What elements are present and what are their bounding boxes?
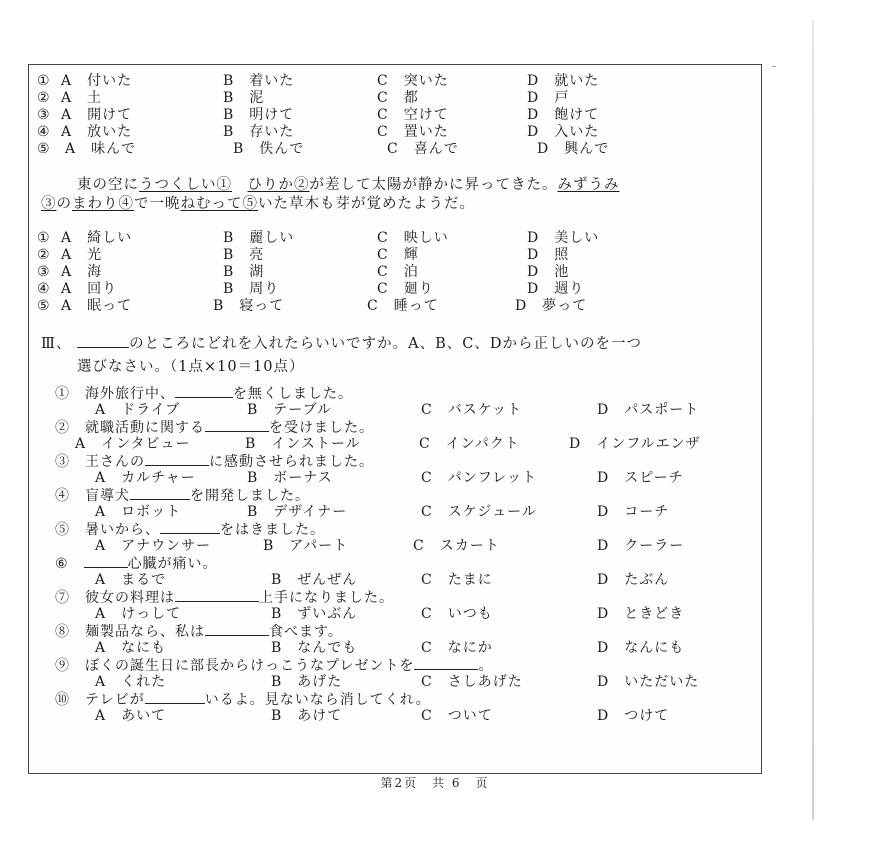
option-a: A 回り bbox=[61, 281, 118, 297]
question-text: を無くしました。 bbox=[233, 386, 353, 402]
question-number: ⑩ bbox=[55, 692, 70, 708]
question-stem bbox=[55, 589, 394, 606]
question-number: ⑧ bbox=[55, 624, 70, 640]
option-number: ④ bbox=[37, 281, 51, 297]
option-d: D 照 bbox=[527, 247, 570, 263]
question-stem bbox=[55, 623, 343, 640]
option-a: A まるで bbox=[95, 572, 166, 588]
instruction-text: のところにどれを入れたらいいですか。A、B、C、Dから正しいのを一つ bbox=[129, 336, 642, 352]
passage-text: が差して太陽が静かに昇ってきた。 bbox=[309, 177, 558, 193]
option-d: D 美しい bbox=[527, 230, 600, 246]
answer-blank bbox=[175, 385, 233, 398]
option-d: D 池 bbox=[527, 264, 570, 280]
answer-blank bbox=[145, 453, 209, 466]
option-b: B ぜんぜん bbox=[271, 572, 358, 588]
option-c: C さしあげた bbox=[421, 674, 523, 690]
option-b: B 亮 bbox=[223, 247, 265, 263]
option-number: ② bbox=[37, 247, 51, 263]
option-b: B なんでも bbox=[271, 640, 358, 656]
option-a: A 味んで bbox=[65, 141, 137, 157]
passage-line-1 bbox=[77, 177, 620, 194]
option-c: C バスケット bbox=[421, 402, 523, 418]
option-number: ⑤ bbox=[37, 141, 51, 157]
option-number: ① bbox=[37, 230, 51, 246]
option-d: D たぶん bbox=[597, 572, 670, 588]
option-number: ④ bbox=[37, 124, 51, 140]
option-a: A カルチャー bbox=[95, 470, 196, 486]
option-c: C 映しい bbox=[377, 230, 449, 246]
option-number: ③ bbox=[37, 264, 51, 280]
question-number: ④ bbox=[55, 488, 70, 504]
passage-line-2 bbox=[41, 196, 475, 213]
answer-blank bbox=[160, 521, 220, 534]
question-text: いるよ。見ないなら消してくれ。 bbox=[204, 692, 431, 708]
option-b: B あけて bbox=[271, 708, 343, 724]
option-c: C パンフレット bbox=[421, 470, 538, 486]
question-number: ⑨ bbox=[55, 658, 70, 674]
option-c: C なにか bbox=[421, 640, 493, 656]
option-d: D スピーチ bbox=[597, 470, 684, 486]
option-c: C 睡って bbox=[367, 298, 439, 314]
question-number: ② bbox=[55, 420, 70, 436]
option-c: C スカート bbox=[413, 538, 500, 554]
option-a: A 放いた bbox=[61, 124, 133, 140]
question-text: 王さんの bbox=[85, 454, 145, 470]
option-a: A アナウンサー bbox=[95, 538, 212, 554]
option-a: A 綺しい bbox=[61, 230, 133, 246]
passage-underlined: ねむって⑤ bbox=[180, 196, 258, 212]
option-b: B 明けて bbox=[223, 107, 295, 123]
question-text: を受けました。 bbox=[269, 420, 374, 436]
page-edge-shadow bbox=[812, 20, 814, 820]
passage-text bbox=[232, 177, 248, 193]
option-number: ① bbox=[37, 73, 51, 89]
option-c: C 喜んで bbox=[387, 141, 459, 157]
option-b: B 泥 bbox=[223, 90, 265, 106]
option-b: B デザイナー bbox=[247, 504, 348, 520]
option-a: A けっして bbox=[95, 606, 182, 622]
option-c: C いつも bbox=[421, 606, 493, 622]
option-a: A 土 bbox=[61, 90, 103, 106]
answer-blank bbox=[205, 623, 269, 636]
option-b: B 麗しい bbox=[223, 230, 295, 246]
option-d: D インフルエンザ bbox=[569, 436, 701, 452]
option-b: B テーブル bbox=[247, 402, 333, 418]
option-a: A インタビュー bbox=[75, 436, 191, 452]
question-number: ① bbox=[55, 386, 70, 402]
question-stem bbox=[55, 453, 374, 470]
option-a: A あいて bbox=[95, 708, 167, 724]
question-text: 彼女の料理は bbox=[85, 590, 175, 606]
question-stem bbox=[55, 487, 310, 504]
option-c: C 泊 bbox=[377, 264, 419, 280]
option-d: D つけて bbox=[597, 708, 670, 724]
section-3-instruction-2 bbox=[77, 359, 305, 376]
option-a: A 光 bbox=[61, 247, 103, 263]
question-text: 盲導犬 bbox=[85, 488, 130, 504]
option-b: B 湖 bbox=[223, 264, 265, 280]
option-c: C 置いた bbox=[377, 124, 449, 140]
option-a: A 眠って bbox=[61, 298, 133, 314]
question-number: ⑥ bbox=[55, 556, 69, 572]
option-c: C たまに bbox=[421, 572, 493, 588]
question-number: ③ bbox=[55, 454, 70, 470]
option-c: C インパクト bbox=[419, 436, 520, 452]
question-text: を開発しました。 bbox=[190, 488, 310, 504]
option-d: D 就いた bbox=[527, 73, 600, 89]
option-b: B ボーナス bbox=[247, 470, 333, 486]
option-b: B あげた bbox=[271, 674, 343, 690]
question-text: 食べます。 bbox=[269, 624, 343, 640]
option-number: ③ bbox=[37, 107, 51, 123]
passage-underlined: ひりか② bbox=[247, 177, 310, 193]
question-stem bbox=[55, 657, 493, 674]
option-b: B 寝って bbox=[213, 298, 285, 314]
option-b: B インストール bbox=[245, 436, 361, 452]
option-d: D 飽けて bbox=[527, 107, 600, 123]
option-d: D ときどき bbox=[597, 606, 685, 622]
option-b: B 周り bbox=[223, 281, 280, 297]
answer-blank bbox=[414, 657, 478, 670]
passage-text: で一晩 bbox=[134, 196, 181, 212]
question-text: 上手になりました。 bbox=[259, 590, 394, 606]
option-a: A ロボット bbox=[95, 504, 182, 520]
instruction-text: 選びなさい。（1点×10＝10点） bbox=[77, 359, 305, 375]
option-c: C 輝 bbox=[377, 247, 419, 263]
scan-speck bbox=[772, 66, 776, 67]
question-text: 心臓が痛い。 bbox=[127, 556, 218, 572]
question-text: に感動させられました。 bbox=[209, 454, 374, 470]
option-a: A ドライブ bbox=[95, 402, 181, 418]
passage-text: 東の空に bbox=[77, 177, 139, 193]
question-stem bbox=[55, 555, 218, 572]
option-d: D 週り bbox=[527, 281, 585, 297]
option-a: A 付いた bbox=[61, 73, 133, 89]
option-d: D 戸 bbox=[527, 90, 570, 106]
option-c: C 都 bbox=[377, 90, 419, 106]
question-number: ⑤ bbox=[55, 522, 70, 538]
passage-text: いた草木も芽が覚めたようだ。 bbox=[258, 196, 475, 212]
option-number: ② bbox=[37, 90, 51, 106]
section-numeral: Ⅲ、 bbox=[41, 336, 72, 352]
question-stem bbox=[55, 691, 431, 708]
question-text: 。 bbox=[478, 658, 494, 674]
option-c: C ついて bbox=[421, 708, 493, 724]
question-text: 暑いから、 bbox=[85, 522, 160, 538]
answer-blank bbox=[145, 691, 205, 704]
option-d: D 入いた bbox=[527, 124, 600, 140]
question-stem bbox=[55, 385, 353, 402]
question-text: 就職活動に関する bbox=[85, 420, 205, 436]
option-c: C 廻り bbox=[377, 281, 434, 297]
answer-blank bbox=[205, 419, 269, 432]
option-d: D 夢って bbox=[515, 298, 588, 314]
option-b: B アパート bbox=[263, 538, 349, 554]
answer-blank bbox=[175, 589, 259, 602]
question-text: 海外旅行中、 bbox=[85, 386, 175, 402]
option-d: D コーチ bbox=[597, 504, 670, 520]
option-a: A なにも bbox=[95, 640, 167, 656]
question-text: 麺製品なら、私は bbox=[85, 624, 205, 640]
option-d: D 興んで bbox=[537, 141, 610, 157]
passage-underlined: うつくしい① bbox=[139, 177, 232, 193]
option-b: B ずいぶん bbox=[271, 606, 358, 622]
answer-blank bbox=[130, 487, 190, 500]
passage-text: の bbox=[56, 196, 72, 212]
answer-blank bbox=[84, 555, 128, 568]
option-a: A 開けて bbox=[61, 107, 133, 123]
option-a: A くれた bbox=[95, 674, 167, 690]
answer-blank bbox=[77, 335, 129, 348]
question-text: ぼくの誕生日に部長からけっこうなプレゼントを bbox=[85, 658, 415, 674]
option-c: C 空けて bbox=[377, 107, 449, 123]
passage-underlined: ③ bbox=[41, 196, 57, 212]
option-d: D いただいた bbox=[597, 674, 700, 690]
option-b: B 存いた bbox=[223, 124, 295, 140]
option-number: ⑤ bbox=[37, 298, 51, 314]
option-d: D なんにも bbox=[597, 640, 685, 656]
option-b: B 着いた bbox=[223, 73, 295, 89]
option-c: C スケジュール bbox=[421, 504, 537, 520]
option-d: D パスポート bbox=[597, 402, 700, 418]
passage-underlined: まわり④ bbox=[72, 196, 134, 212]
question-stem bbox=[55, 521, 325, 538]
question-stem bbox=[55, 419, 374, 436]
option-b: B 佚んで bbox=[233, 141, 305, 157]
section-3-instruction bbox=[41, 335, 642, 353]
question-number: ⑦ bbox=[55, 590, 70, 606]
question-text: テレビが bbox=[85, 692, 145, 708]
exam-page bbox=[28, 64, 762, 774]
option-a: A 海 bbox=[61, 264, 103, 280]
option-d: D クーラー bbox=[597, 538, 685, 554]
page-footer: 第2页 共 6 页 bbox=[380, 776, 490, 790]
question-text: をはきました。 bbox=[220, 522, 325, 538]
option-c: C 突いた bbox=[377, 73, 449, 89]
passage-underlined: みずうみ bbox=[557, 177, 620, 193]
